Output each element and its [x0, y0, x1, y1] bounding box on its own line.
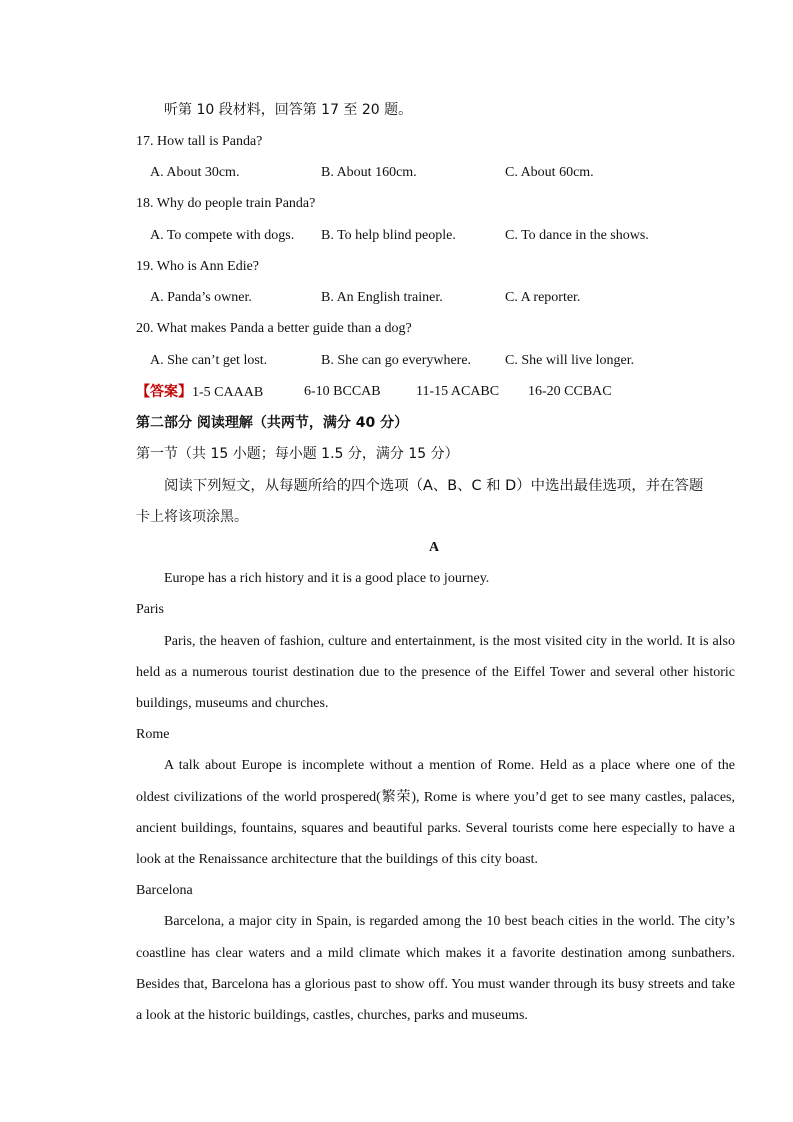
paris-heading: Paris [136, 602, 164, 617]
q20-option-c: C. She will live longer. [505, 353, 635, 368]
barcelona-line-4: a look at the historic buildings, castles, churches, parks and museums. [136, 1008, 528, 1023]
q20-option-a: A. She can’t get lost. [150, 353, 268, 368]
rome-line-4: look at the Renaissance architecture that the buildings of this city boast. [136, 852, 539, 867]
rome-line-1: A talk about Europe is incomplete without a mention of Rome. Held as a place where one of the [164, 758, 735, 773]
question-17: 17. How tall is Panda? [136, 134, 263, 149]
rome-line-2: oldest civilizations of the world prospered(繁荣), Rome is where you’d get to see many castles, palaces, [136, 790, 735, 805]
part-two-title: 第二部分 阅读理解（共两节，满分 40 分） [136, 415, 409, 431]
question-20: 20. What makes Panda a better guide than a dog? [136, 321, 412, 336]
q17-option-a: A. About 30cm. [150, 165, 240, 180]
barcelona-heading: Barcelona [136, 883, 193, 898]
instruction-line-1: 阅读下列短文，从每题所给的四个选项（A、B、C 和 D）中选出最佳选项，并在答题 [164, 478, 704, 494]
answers-6-10: 6-10 BCCAB [304, 384, 381, 399]
q19-option-a: A. Panda’s owner. [150, 290, 252, 305]
passage-letter: A [428, 540, 440, 555]
answers-16-20: 16-20 CCBAC [528, 384, 612, 399]
q17-option-b: B. About 160cm. [321, 165, 417, 180]
rome-line-3: ancient buildings, fountains, squares and beautiful parks. Several tourists come here especially to have a [136, 821, 735, 836]
barcelona-line-1: Barcelona, a major city in Spain, is regarded among the 10 best beach cities in the world. The city’s [164, 914, 735, 929]
answers-1-5: 1-5 CAAAB [192, 385, 264, 400]
answer-key [136, 385, 263, 400]
answers-11-15: 11-15 ACABC [416, 384, 500, 399]
instruction-line-2: 卡上将该项涂黑。 [136, 509, 248, 525]
listening-intro: 听第 10 段材料，回答第 17 至 20 题。 [164, 102, 413, 118]
q18-option-c: C. To dance in the shows. [505, 228, 649, 243]
q18-option-b: B. To help blind people. [321, 228, 456, 243]
rome-heading: Rome [136, 727, 170, 742]
q19-option-b: B. An English trainer. [321, 290, 443, 305]
question-18: 18. Why do people train Panda? [136, 196, 316, 211]
answer-label: 【答案】 [136, 384, 192, 400]
q19-option-c: C. A reporter. [505, 290, 581, 305]
q20-option-b: B. She can go everywhere. [321, 353, 472, 368]
paris-line-1: Paris, the heaven of fashion, culture and entertainment, is the most visited city in the world. It is also [164, 634, 735, 649]
barcelona-line-2: coastline has clear waters and a mild climate which makes it a favorite destination among sunbathers. [136, 946, 735, 961]
paris-line-3: buildings, museums and churches. [136, 696, 329, 711]
barcelona-line-3: Besides that, Barcelona has a glorious past to show off. You must wander through its busy streets and take [136, 977, 735, 992]
paris-line-2: held as a numerous tourist destination due to the presence of the Eiffel Tower and several other historic [136, 665, 735, 680]
q17-option-c: C. About 60cm. [505, 165, 594, 180]
q18-option-a: A. To compete with dogs. [150, 228, 295, 243]
passage-intro: Europe has a rich history and it is a good place to journey. [164, 571, 490, 586]
section-one-title: 第一节（共 15 小题；每小题 1.5 分，满分 15 分） [136, 446, 459, 462]
question-19: 19. Who is Ann Edie? [136, 259, 260, 274]
